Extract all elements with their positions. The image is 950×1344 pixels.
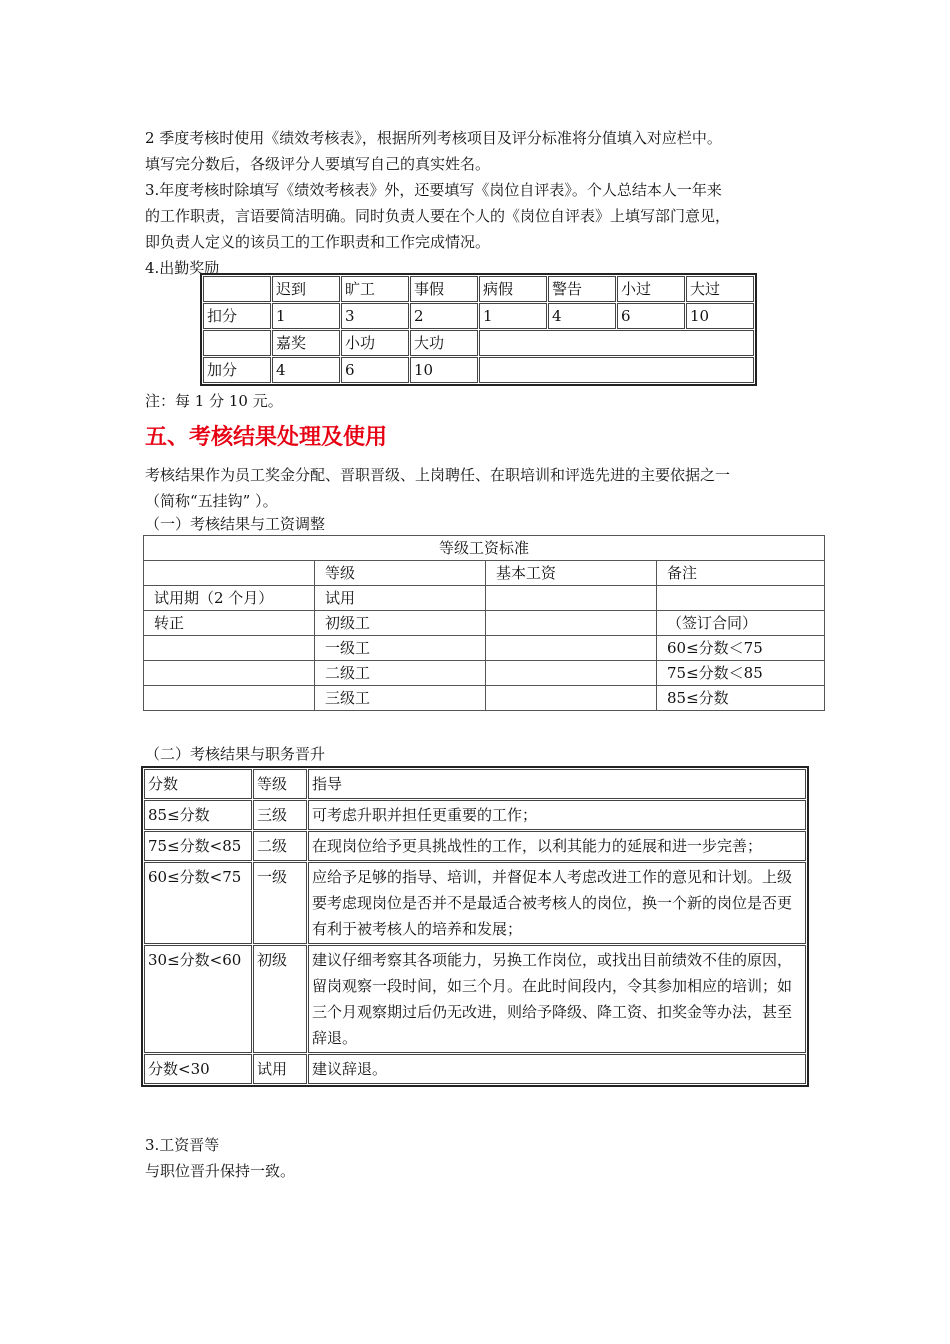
table-cell: 小过	[617, 276, 685, 302]
table-cell	[203, 276, 271, 302]
table-cell: 4	[272, 357, 340, 383]
table-cell: 1	[272, 303, 340, 329]
table-cell	[486, 636, 657, 661]
table-cell: 二级工	[315, 661, 486, 686]
table-header	[144, 561, 315, 586]
table-cell: 扣分	[203, 303, 271, 329]
subheading-salary: （一）考核结果与工资调整	[145, 515, 326, 533]
paragraph-section-desc	[145, 462, 810, 514]
table-cell: 病假	[479, 276, 547, 302]
table-cell: 60≤分数<75	[144, 862, 252, 944]
table-row	[203, 330, 754, 356]
table-row	[144, 561, 825, 586]
table-row	[144, 831, 806, 861]
table-row	[203, 303, 754, 329]
table-cell: 应给予足够的指导、培训，并督促本人考虑改进工作的意见和计划。上级要考虑现岗位是否并不是最适合被考核人的岗位，换一个新的岗位是否更有利于被考核人的培养和发展；	[308, 862, 806, 944]
table-cell: 初级工	[315, 611, 486, 636]
table-cell: 试用期（2 个月）	[144, 586, 315, 611]
table-cell: 试用	[253, 1054, 307, 1084]
table-cell	[144, 661, 315, 686]
text-line: 的工作职责，言语要简洁明确。同时负责人要在个人的《岗位自评表》上填写部门意见，	[145, 207, 731, 225]
table-cell: 小功	[341, 330, 409, 356]
table-cell: 初级	[253, 945, 307, 1053]
table-header: 指导	[308, 769, 806, 799]
text-line: 考核结果作为员工奖金分配、晋职晋级、上岗聘任、在职培训和评选先进的主要依据之一	[145, 466, 731, 484]
table-row	[144, 661, 825, 686]
table-header: 等级	[315, 561, 486, 586]
table-cell: 75≤分数＜85	[657, 661, 825, 686]
table-header: 备注	[657, 561, 825, 586]
table-cell	[486, 661, 657, 686]
table-cell: 迟到	[272, 276, 340, 302]
table-cell: 试用	[315, 586, 486, 611]
paragraph-salary-grade	[145, 1132, 810, 1184]
paragraph-quarterly-review	[145, 125, 810, 177]
table-cell	[479, 357, 754, 383]
text-line: 填写完分数后，各级评分人要填写自己的真实姓名。	[145, 155, 491, 173]
table-cell: 警告	[548, 276, 616, 302]
table-cell: 二级	[253, 831, 307, 861]
table-cell	[486, 611, 657, 636]
table-cell: 三级工	[315, 686, 486, 711]
table-cell	[144, 686, 315, 711]
table-row	[144, 586, 825, 611]
table-cell	[657, 586, 825, 611]
table-cell: 建议仔细考察其各项能力，另换工作岗位，或找出目前绩效不佳的原因，留岗观察一段时间，如三个月。在此时间段内，令其参加相应的培训；如三个月观察期过后仍无改进，则给予降级、降工资、扣奖金等办法，甚至辞退。	[308, 945, 806, 1053]
promotion-table	[141, 766, 809, 1087]
table-header: 分数	[144, 769, 252, 799]
table-cell: 大过	[686, 276, 754, 302]
text-line: 2 季度考核时使用《绩效考核表》，根据所列考核项目及评分标准将分值填入对应栏中。	[145, 129, 722, 147]
table-row	[203, 357, 754, 383]
table-row	[144, 686, 825, 711]
table-row	[144, 800, 806, 830]
table-cell: 嘉奖	[272, 330, 340, 356]
table-cell: 85≤分数	[144, 800, 252, 830]
table-cell: 1	[479, 303, 547, 329]
table-row	[144, 862, 806, 944]
table-cell: 75≤分数<85	[144, 831, 252, 861]
table-cell: 10	[686, 303, 754, 329]
table-cell: 6	[341, 357, 409, 383]
table-cell: 建议辞退。	[308, 1054, 806, 1084]
table-cell: 大功	[410, 330, 478, 356]
table-cell: 30≤分数<60	[144, 945, 252, 1053]
table-title: 等级工资标准	[144, 536, 825, 561]
table-cell	[144, 636, 315, 661]
table-cell: 在现岗位给予更具挑战性的工作，以利其能力的延展和进一步完善；	[308, 831, 806, 861]
table-cell: 分数<30	[144, 1054, 252, 1084]
table-cell: 转正	[144, 611, 315, 636]
text-line: （简称“五挂钩” ）。	[145, 492, 278, 510]
text-line: 与职位晋升保持一致。	[145, 1162, 296, 1180]
table-row	[144, 536, 825, 561]
table-cell: 旷工	[341, 276, 409, 302]
table-cell	[486, 586, 657, 611]
text-line: 3.年度考核时除填写《绩效考核表》外，还要填写《岗位自评表》。个人总结本人一年来	[145, 181, 722, 199]
salary-table	[143, 535, 825, 711]
table-cell: 一级工	[315, 636, 486, 661]
table-cell: 4	[548, 303, 616, 329]
subheading-promotion: （二）考核结果与职务晋升	[145, 745, 326, 763]
table-header: 等级	[253, 769, 307, 799]
section-heading: 五、考核结果处理及使用	[145, 424, 388, 450]
table-cell	[486, 686, 657, 711]
table-row	[203, 276, 754, 302]
note-text: 注：每 1 分 10 元。	[145, 392, 283, 410]
table-cell: （签订合同）	[657, 611, 825, 636]
text-line: 即负责人定义的该员工的工作职责和工作完成情况。	[145, 233, 491, 251]
table-cell: 3	[341, 303, 409, 329]
table-cell: 2	[410, 303, 478, 329]
table-cell: 事假	[410, 276, 478, 302]
text-line: 3.工资晋等	[145, 1136, 220, 1154]
table-row	[144, 636, 825, 661]
heading-attendance-reward: 4.出勤奖励	[145, 259, 220, 277]
table-row	[144, 611, 825, 636]
table-row	[144, 769, 806, 799]
table-cell: 6	[617, 303, 685, 329]
table-header: 基本工资	[486, 561, 657, 586]
table-cell: 一级	[253, 862, 307, 944]
table-row	[144, 1054, 806, 1084]
table-cell: 可考虑升职并担任更重要的工作；	[308, 800, 806, 830]
paragraph-annual-review	[145, 177, 810, 255]
table-row	[144, 945, 806, 1053]
table-cell: 60≤分数＜75	[657, 636, 825, 661]
table-cell: 85≤分数	[657, 686, 825, 711]
attendance-table	[200, 273, 757, 386]
table-cell: 10	[410, 357, 478, 383]
table-cell: 加分	[203, 357, 271, 383]
table-cell: 三级	[253, 800, 307, 830]
table-cell	[203, 330, 271, 356]
table-cell	[479, 330, 754, 356]
